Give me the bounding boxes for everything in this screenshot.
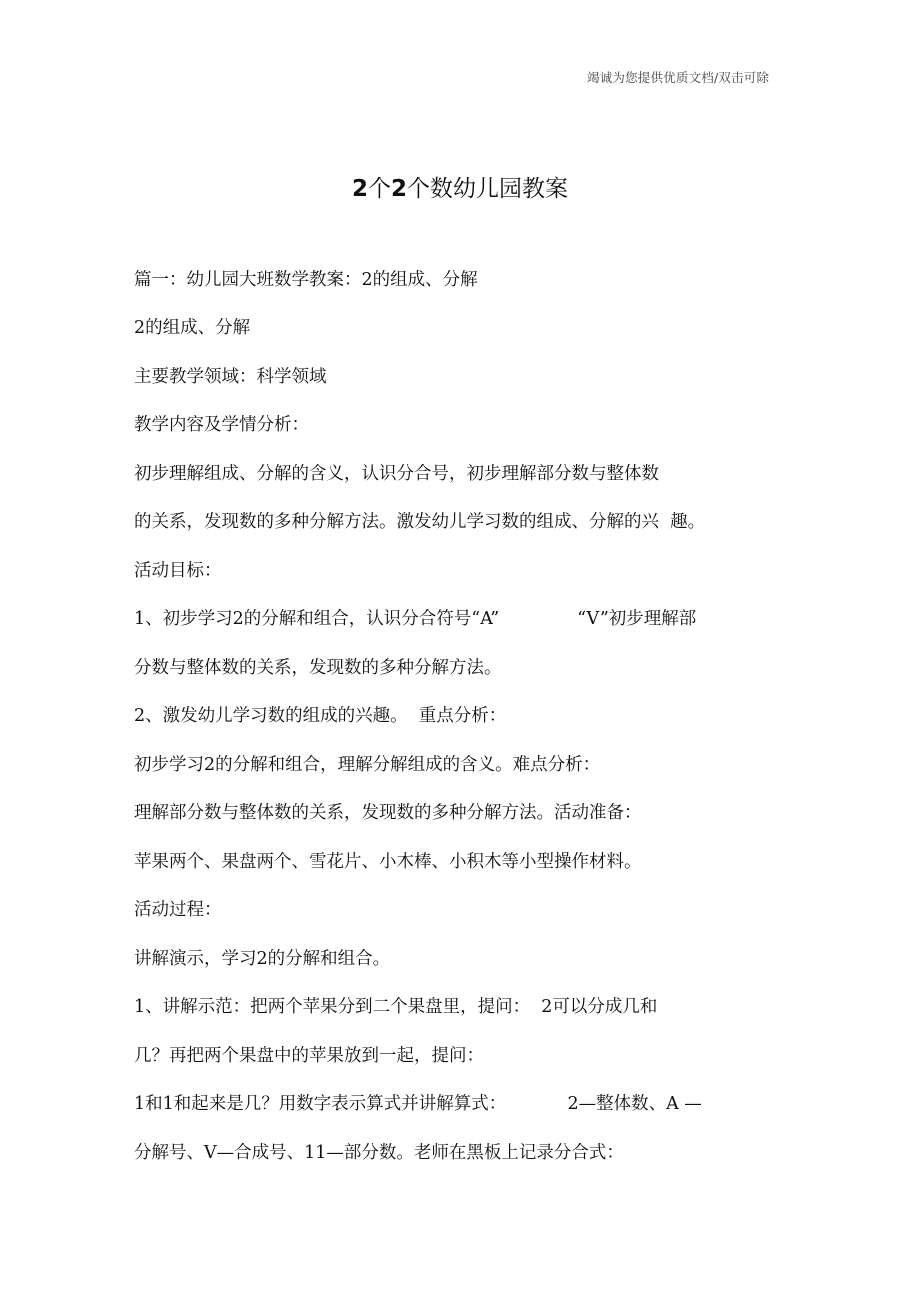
paragraph-line: 初步理解组成、分解的含义，认识分合号，初步理解部分数与整体数 xyxy=(134,464,659,484)
title-number-1: 2 xyxy=(351,176,368,202)
paragraph-line: 1和1和起来是几？用数字表示算式并讲解算式： 2—整体数、A — xyxy=(134,1094,702,1114)
paragraph-line: 2、激发幼儿学习数的组成的兴趣。 重点分析： xyxy=(134,706,507,726)
paragraph-line: 活动过程： xyxy=(134,900,222,920)
paragraph-line: 苹果两个、果盘两个、雪花片、小木棒、小积木等小型操作材料。 xyxy=(134,852,642,872)
title-number-2: 2 xyxy=(391,176,408,202)
paragraph-line: 分数与整体数的关系，发现数的多种分解方法。 xyxy=(134,658,502,678)
paragraph-line: 理解部分数与整体数的关系，发现数的多种分解方法。活动准备： xyxy=(134,803,642,823)
paragraph-line: 2的组成、分解 xyxy=(134,318,251,338)
paragraph-line: 篇一：幼儿园大班数学教案：2的组成、分解 xyxy=(134,270,478,290)
paragraph-line: 主要教学领域：科学领域 xyxy=(134,367,327,387)
title-text-1: 个 xyxy=(368,176,391,202)
paragraph-line: 1、讲解示范：把两个苹果分到二个果盘里，提问： 2可以分成几和 xyxy=(134,997,658,1017)
paragraph-line: 1、初步学习2的分解和组合，认识分合符号“A” “V”初步理解部 xyxy=(134,609,697,629)
paragraph-line: 的关系，发现数的多种分解方法。激发幼儿学习数的组成、分解的兴 趣。 xyxy=(134,512,706,532)
paragraph-line: 初步学习2的分解和组合，理解分解组成的含义。难点分析： xyxy=(134,755,601,775)
paragraph-line: 讲解演示，学习2的分解和组合。 xyxy=(134,949,391,969)
paragraph-line: 教学内容及学情分析： xyxy=(134,415,309,435)
title-text-2: 个数幼儿园教案 xyxy=(407,176,569,202)
paragraph-line: 分解号、V—合成号、11—部分数。老师在黑板上记录分合式： xyxy=(134,1143,624,1163)
document-title xyxy=(0,170,920,203)
header-note: 竭诚为您提供优质文档/双击可除 xyxy=(587,70,770,85)
paragraph-line: 活动目标： xyxy=(134,561,222,581)
paragraph-line: 几？再把两个果盘中的苹果放到一起，提问： xyxy=(134,1046,484,1066)
